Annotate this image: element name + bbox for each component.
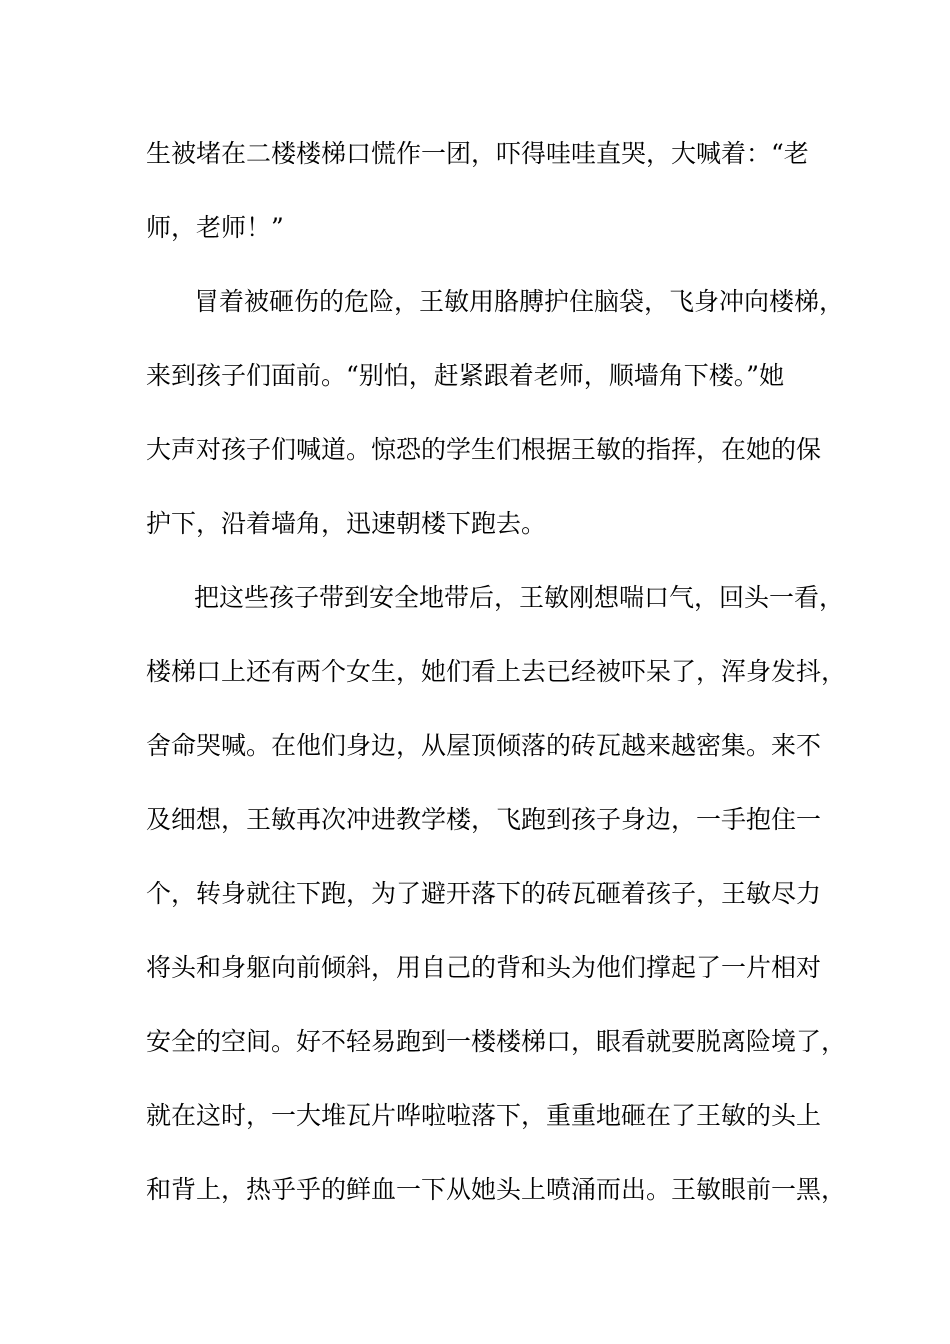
text-line: 安全的空间。好不轻易跑到一楼楼梯口，眼看就要脱离险境了，	[146, 1027, 847, 1056]
text-line: 把这些孩子带到安全地带后，王敏刚想喘口气，回头一看，	[194, 583, 845, 612]
text-line: 楼梯口上还有两个女生，她们看上去已经被吓呆了，浑身发抖，	[146, 657, 847, 686]
text-line: 生被堵在二楼楼梯口慌作一团，吓得哇哇直哭，大喊着：“老	[146, 139, 809, 168]
text-line: 和背上，热乎乎的鲜血一下从她头上喷涌而出。王敏眼前一黑，	[146, 1175, 847, 1204]
text-line: 将头和身躯向前倾斜，用自己的背和头为他们撑起了一片相对	[146, 953, 822, 982]
text-line: 护下，沿着墙角，迅速朝楼下跑去。	[146, 509, 547, 538]
text-line: 就在这时，一大堆瓦片哗啦啦落下，重重地砸在了王敏的头上	[146, 1101, 822, 1130]
text-line: 大声对孩子们喊道。惊恐的学生们根据王敏的指挥，在她的保	[146, 435, 822, 464]
text-line: 舍命哭喊。在他们身边，从屋顶倾落的砖瓦越来越密集。来不	[146, 731, 822, 760]
body-text	[146, 128, 847, 1238]
text-line: 冒着被砸伤的危险，王敏用胳膊护住脑袋，飞身冲向楼梯，	[194, 287, 845, 316]
text-line: 个，转身就往下跑，为了避开落下的砖瓦砸着孩子，王敏尽力	[146, 879, 822, 908]
text-line: 及细想，王敏再次冲进教学楼，飞跑到孩子身边，一手抱住一	[146, 805, 822, 834]
text-line: 来到孩子们面前。“别怕，赶紧跟着老师，顺墙角下楼。”她	[146, 361, 785, 390]
text-line: 师，老师！”	[146, 213, 284, 242]
